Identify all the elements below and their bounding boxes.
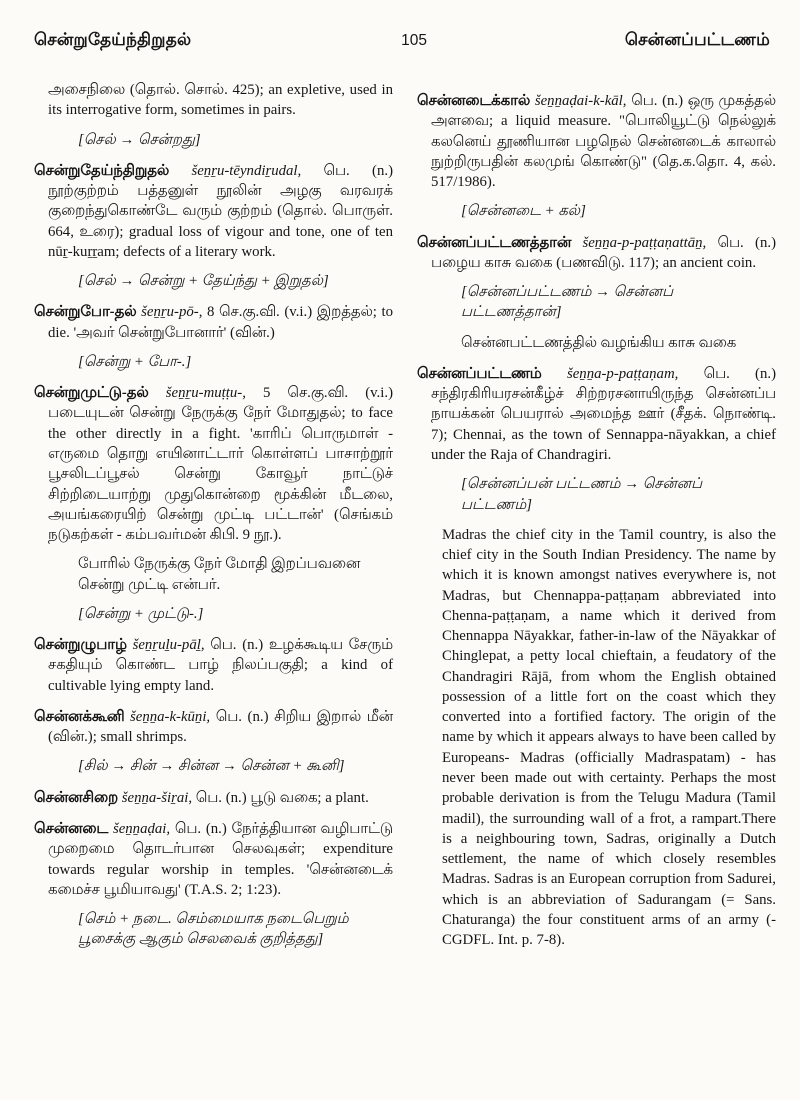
right-column: [417, 80, 776, 960]
entry-body: பெ. (n.) உழக்கூடிய சேரும் சகதியும் கொண்ட பாழ் நிலப்பகுதி; a kind of cultivable lying empty land.: [48, 637, 393, 694]
running-head: [0, 0, 800, 52]
entry-transliteration: šeṉṉaḍai,: [112, 820, 171, 837]
entry-body: பெ. (n.) சிறிய இறால் மீன் (வின்.); small shrimps.: [48, 708, 394, 746]
continuation-text: அசைநிலை (தொல். சொல். 425); an expletive, used in its interrogative form, sometimes in pairs.: [48, 82, 393, 119]
left-guide-word: சென்றுதேய்ந்திறுதல்: [34, 30, 192, 49]
entry-headword: சென்னடைக்கால்: [417, 93, 531, 109]
entry-body: பெ. (n.) நூற்குற்றம் பத்தனுள் நூலின் அழகு வரவரக் குறைந்துகொண்டே வரும் குற்றம் (தொல். பொருள். 664, உரை); gradual loss of vigour and tone, one of ten nūṟ-kuṟṟam; defects of a literary work.: [48, 162, 394, 260]
dictionary-entry: [34, 788, 393, 808]
entry-transliteration: šeṉṉa-p-paṭṭaṇattāṉ,: [582, 234, 707, 251]
etymology-line: [செம் + நடை. செம்மையாக நடைபெறும் பூசைக்கு ஆகும் செலவைக் குறித்தது]: [78, 911, 349, 948]
entry-headword: சென்றுதேய்ந்திறுதல்: [34, 162, 170, 179]
etymology-line: [செல் → சென்று + தேய்ந்து + இறுதல்]: [78, 273, 329, 290]
entry-transliteration: šeṉṉa-p-paṭṭaṇam,: [566, 365, 679, 382]
dictionary-entry: [417, 364, 776, 465]
entry-transliteration: šeṉṉaḍai-k-kāl,: [534, 93, 627, 109]
usage-note: சென்னபட்டணத்தில் வழங்கிய காசு வகை: [461, 334, 737, 351]
dictionary-entry: [34, 161, 393, 262]
entry-body: பெ. (n.) நேர்த்தியான வழிபாட்டு முறைமை தொடர்பான செலவுகள்; expenditure towards regular worship in temples. 'சென்னடைக் கமைச்ச பூமியாவது' (T.A.S. 2; 1:23).: [48, 820, 394, 898]
dictionary-entry: [34, 302, 393, 343]
page-number: 105: [401, 32, 428, 49]
usage-note: போரில் நேருக்கு நேர் மோதி இறப்பவனை சென்று முட்டி என்பர்.: [78, 556, 361, 593]
right-guide-word: சென்னப்பட்டணம்: [624, 30, 770, 49]
entry-body: பெ. (n.) பூடு வகை; a plant.: [195, 789, 369, 806]
left-column: [34, 80, 393, 960]
etymology-line: [சென்னப்பட்டணம் → சென்னப் பட்டணத்தான்]: [461, 284, 674, 321]
entry-headword: சென்றுபோ-தல்: [34, 304, 137, 321]
dictionary-entry: [417, 91, 776, 192]
etymology-line: [சென்னடை + கல்]: [461, 203, 586, 220]
entry-transliteration: šeṉṟu-muṭṭu-,: [165, 385, 246, 402]
entry-transliteration: šeṉṉa-k-kūṉi,: [130, 708, 211, 725]
entry-headword: சென்னப்பட்டணம்: [417, 365, 542, 382]
entry-headword: சென்றுழுபாழ்: [34, 637, 127, 654]
entry-body: பெ. (n.) சந்திரகிரியரசன்கீழ்ச் சிற்றரசனாயிருந்த சென்னப்ப நாயக்கன் பெயரால் அமைந்த ஊர் (சீதக். நொண்டி. 7); Chennai, as the town of Sennappa-nāyakkan, a chief under the Raja of Chandragiri.: [431, 365, 777, 463]
dictionary-entry: [34, 635, 393, 696]
entry-transliteration: šeṉṟu-pō-,: [141, 304, 203, 321]
dictionary-entry: [34, 707, 393, 748]
body-paragraph: Madras the chief city in the Tamil country, is also the chief city in the South Indian Presidency. The name by which it is known amongst natives everywhere is, not Madras, but Chennappa-paṭṭaṇam abbreviated into Chenna-paṭṭaṇam, a name which it derived from Chennappa Nāyakkar, father-in-law of the Nāyakkar of Chinglepat, a petty local chieftain, a feudatory of the Chandragiri Rājā, from whom the English obtained possession of a little fort on the coast which they converted into a fortified factory. The origin of the name by which it appears always to have been called by Europeans- Madras (officially Madraspatam) - has never been made out with certainty. Perhaps the most probable derivation is from the Telugu Madura (Tamil madil), the surrounding wall of a frot, a rampart.There is a neighbouring town, Sadras, originally a Dutch settlement, the name of which closely resembles Madras. Sadras is an European corruption from Sadurei, which is an abbreviation of Sadurangam (= Sans. Chaturanga) the four constituent arms of an army (-CGDFL. Int. p. 7-8).: [442, 526, 776, 949]
etymology-line: [சில் → சின் → சின்ன → சென்ன + கூனி]: [78, 758, 345, 775]
entry-body: பெ. (n.) பழைய காசு வகை (பணவிடு. 117); an ancient coin.: [431, 234, 776, 271]
entry-body: 8 செ.கு.வி. (v.i.) இறத்தல்; to die. 'அவர் சென்றுபோனார்' (வின்.): [48, 304, 394, 341]
entry-transliteration: šeṉṟu-tēyndiṟudal,: [191, 162, 302, 179]
entry-headword: சென்னடை: [34, 820, 109, 837]
entry-headword: சென்னக்கூனி: [34, 708, 125, 725]
entry-headword: சென்றுமுட்டு-தல்: [34, 385, 149, 402]
etymology-line: [செல் → சென்றது]: [78, 131, 201, 148]
text-columns: [0, 52, 800, 960]
entry-body: 5 செ.கு.வி. (v.i.) படையுடன் சென்று நேருக்கு நேர் மோதுதல்; to face the other directly in a fight. 'காரிப் பொருமாள் - எருமை தொறு எயினாட்டார் கொள்ளப் பாசாற்றூர் பூசலிடப்பூசல் சென்று கோவூர் நாட்டுச் சிற்றிடையாற்று முதுகொன்றை மூக்கின் மீடலை, அயங்கரையிற் சென்று முட்டி பட்டான்' (செங்கம் நடுகற்கள் - கம்பவர்மன் கிபி. 9 நூ.).: [48, 385, 393, 544]
etymology-line: [சென்று + முட்டு-.]: [78, 605, 204, 622]
entry-transliteration: šeṉṟuḻu-pāḻ,: [132, 637, 205, 654]
dictionary-entry: [417, 233, 776, 274]
etymology-line: [சென்னப்பன் பட்டணம் → சென்னப் பட்டணம்]: [461, 476, 703, 513]
entry-headword: சென்னசிறை: [34, 789, 119, 806]
dictionary-entry: [34, 383, 393, 545]
etymology-line: [சென்று + போ-.]: [78, 353, 192, 370]
dictionary-entry: [34, 819, 393, 900]
entry-transliteration: šeṉṉa-šiṟai,: [121, 789, 193, 806]
entry-headword: சென்னப்பட்டணத்தான்: [417, 234, 572, 251]
entry-body: பெ. (n.) ஒரு முகத்தல் அளவை; a liquid measure. "பொலியூட்டு நெல்லுக் கலனெய் தூணியான பழநெல் சென்னடைக் காலால் நுற்றிருபதின் கலமுங் கொண்டு" (தெ.க.தொ. 4, கல். 517/1986).: [431, 93, 777, 191]
